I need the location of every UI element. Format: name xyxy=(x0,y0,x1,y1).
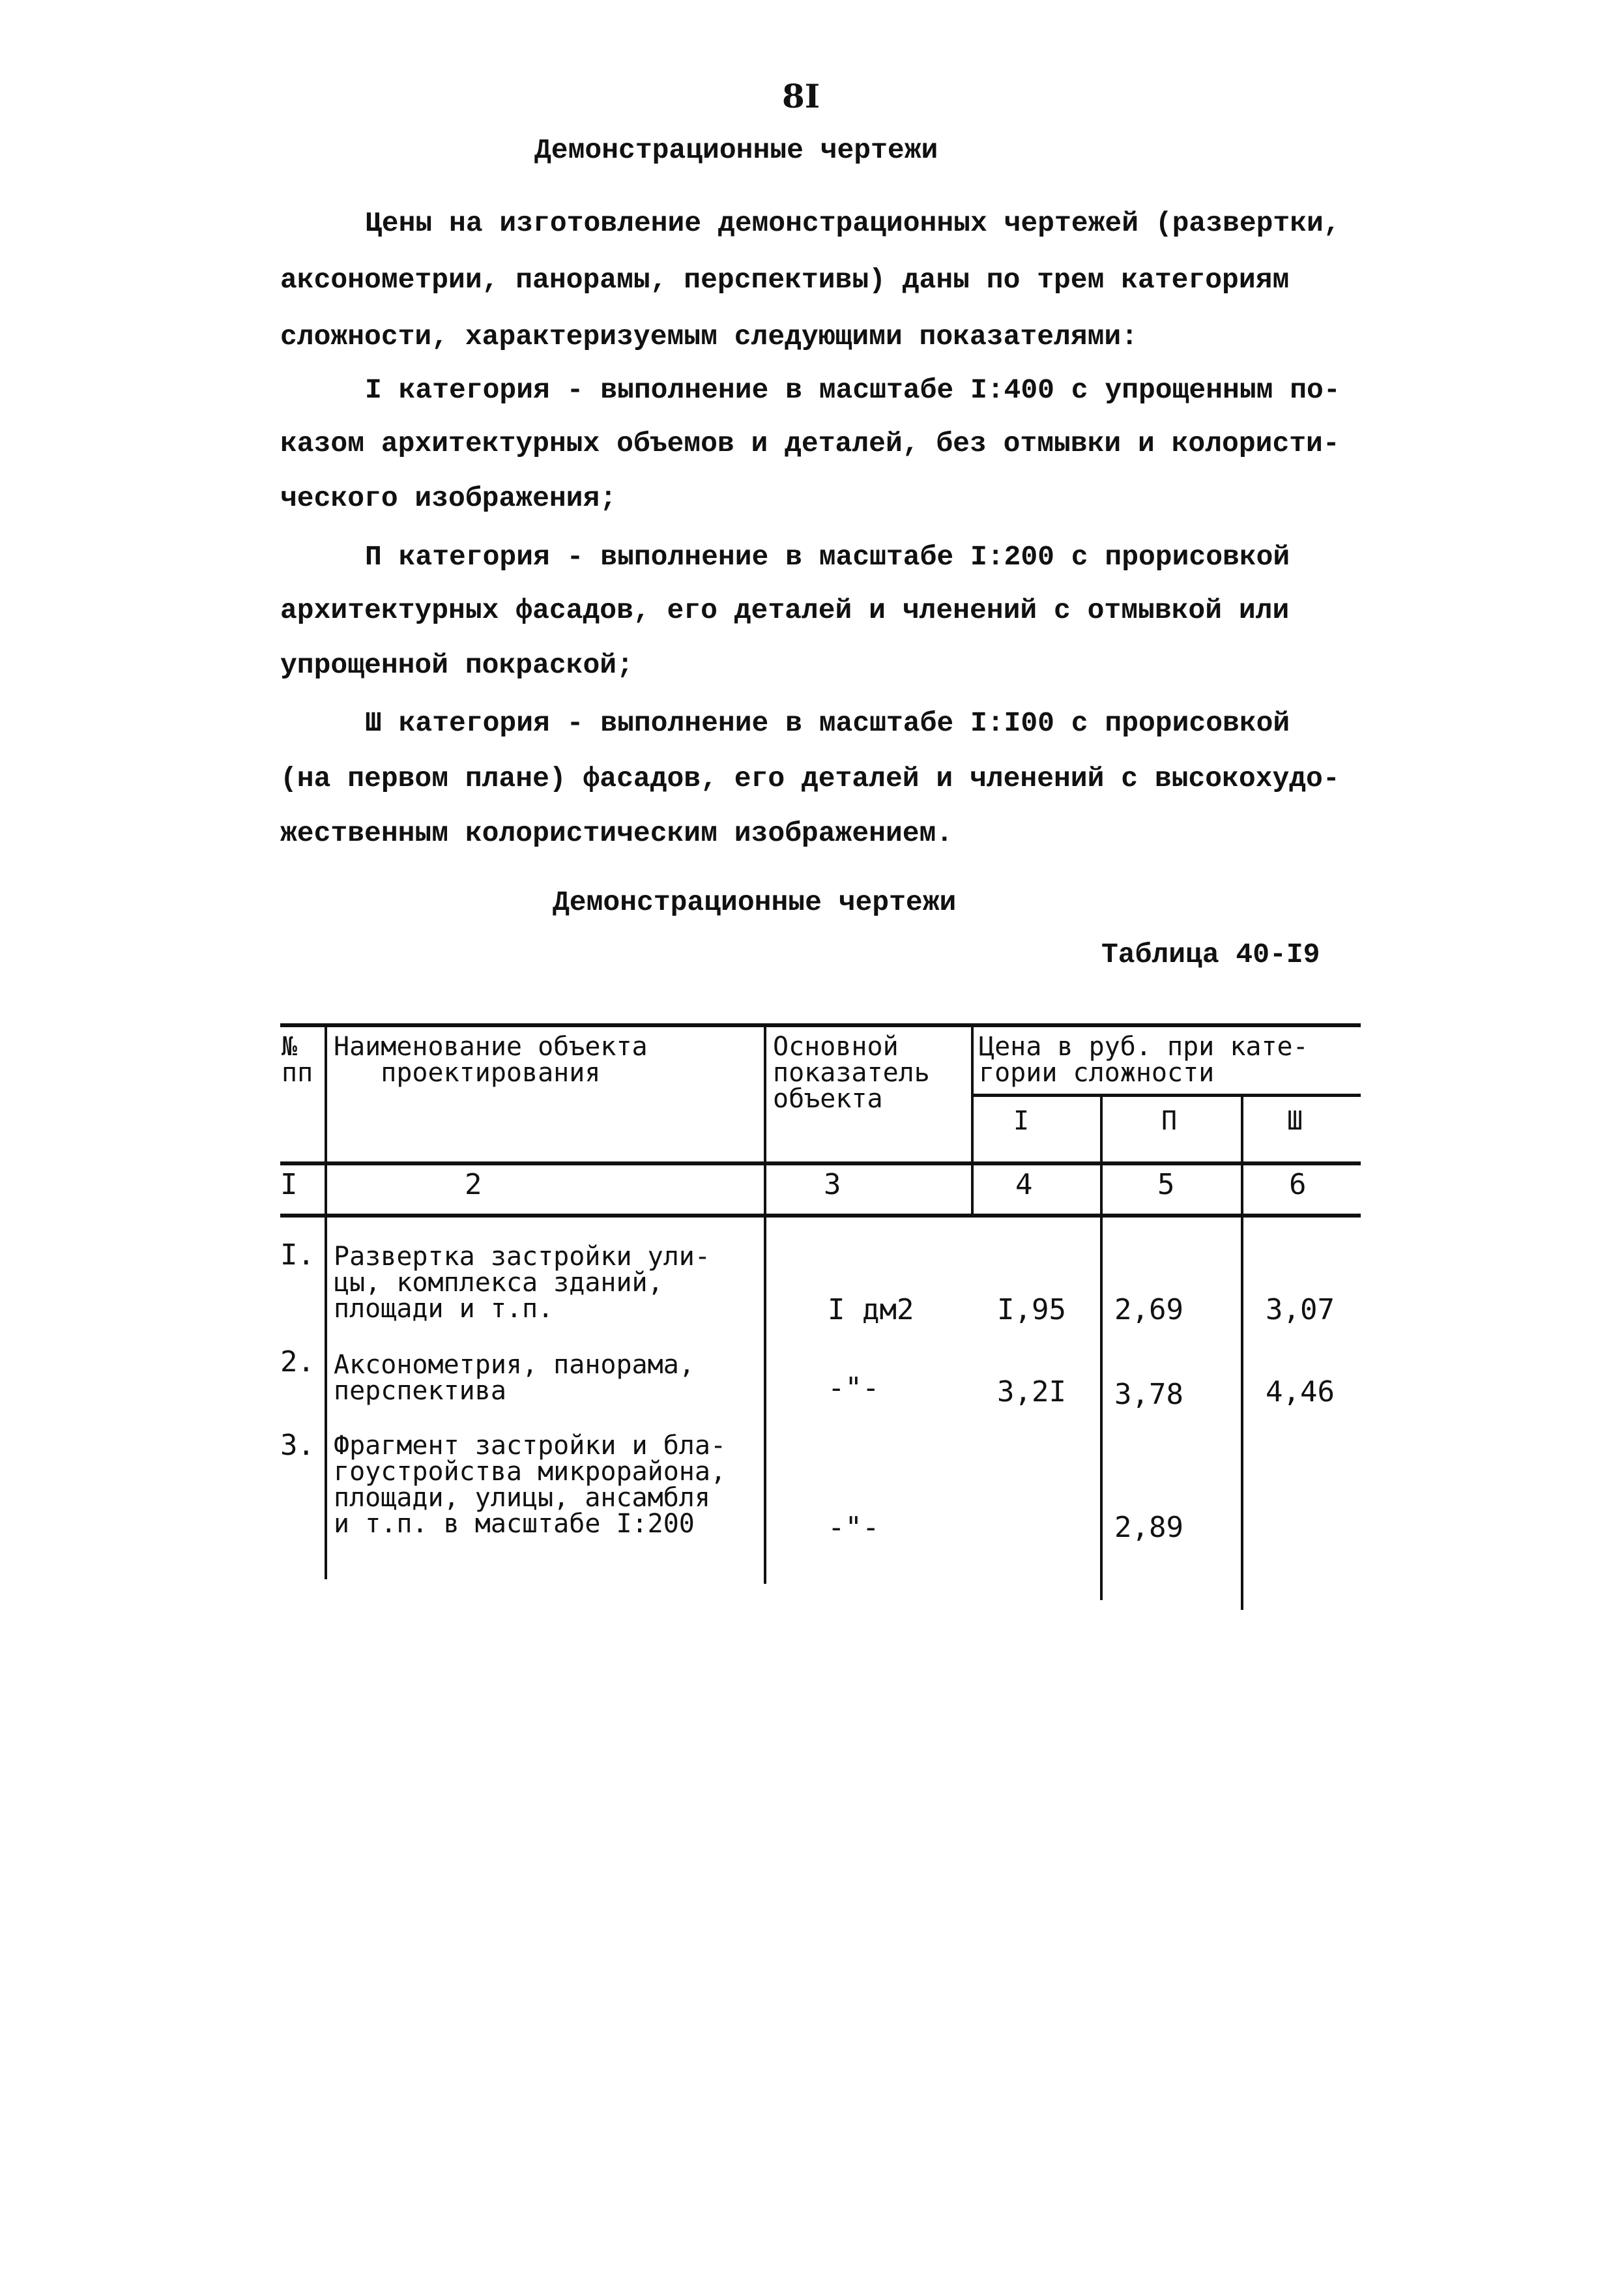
row-name: Фрагмент застройки и бла- гоустройства микрорайона, площади, улицы, ансамбля и т.п. в масштабе I:200 xyxy=(334,1431,727,1539)
category-2-line: П категория - выполнение в масштабе I:200 с прорисовкой xyxy=(365,541,1290,573)
category-1-line: I категория - выполнение в масштабе I:400 с упрощенным по- xyxy=(365,374,1341,406)
row-indicator: I дм2 xyxy=(828,1293,914,1326)
column-number: 4 xyxy=(1015,1168,1033,1201)
column-number: 5 xyxy=(1157,1168,1175,1201)
table-top-rule xyxy=(280,1023,1361,1027)
column-numbers-rule xyxy=(280,1214,1361,1218)
col-divider xyxy=(1241,1095,1243,1610)
header-category-3: Ш xyxy=(1287,1106,1303,1136)
column-number: I xyxy=(280,1168,298,1201)
col-divider xyxy=(325,1027,327,1579)
intro-line: сложности, характеризуемым следующими показателями: xyxy=(280,321,1138,353)
col-divider xyxy=(764,1027,766,1584)
row-indicator: -"- xyxy=(828,1371,880,1405)
row-indicator: -"- xyxy=(828,1511,880,1544)
category-2-line: упрощенной покраской; xyxy=(280,649,633,681)
column-number: 3 xyxy=(824,1168,841,1201)
col-divider xyxy=(971,1027,974,1216)
header-category-2: П xyxy=(1161,1106,1178,1136)
row-price-cat-2: 2,69 xyxy=(1114,1293,1183,1326)
header-number: № пп xyxy=(282,1032,313,1088)
header-bottom-rule xyxy=(280,1161,1361,1165)
category-3-line: (на первом плане) фасадов, его деталей и членений с высокохудо- xyxy=(280,763,1340,795)
page-number: 8I xyxy=(782,77,820,115)
category-1-line: казом архитектурных объемов и деталей, без отмывки и колористи- xyxy=(280,428,1340,460)
column-number: 6 xyxy=(1289,1168,1307,1201)
row-name: Аксонометрия, панорама, перспектива xyxy=(334,1350,695,1406)
row-name: Развертка застройки ули- цы, комплекса зданий, площади и т.п. xyxy=(334,1242,710,1324)
row-price-cat-2: 2,89 xyxy=(1114,1511,1183,1544)
row-price-cat-3: 3,07 xyxy=(1266,1293,1335,1326)
category-2-line: архитектурных фасадов, его деталей и членений с отмывкой или xyxy=(280,594,1290,626)
row-price-cat-1: 3,2I xyxy=(997,1375,1066,1408)
row-number: 3. xyxy=(280,1429,315,1462)
row-number: 2. xyxy=(280,1345,315,1379)
column-number: 2 xyxy=(465,1168,482,1201)
header-indicator: Основной показатель объекта xyxy=(773,1032,930,1114)
intro-line: Цены на изготовление демонстрационных чертежей (развертки, xyxy=(365,207,1341,239)
col-divider xyxy=(1100,1095,1103,1600)
table-title: Демонстрационные чертежи xyxy=(553,886,957,918)
category-3-line: Ш категория - выполнение в масштабе I:I00 с прорисовкой xyxy=(365,707,1290,739)
row-price-cat-3: 4,46 xyxy=(1266,1375,1335,1408)
category-3-line: жественным колористическим изображением. xyxy=(280,817,953,849)
category-1-line: ческого изображения; xyxy=(280,482,617,514)
price-subheader-rule xyxy=(971,1094,1361,1097)
page-title: Демонстрационные чертежи xyxy=(534,134,938,166)
header-category-1: I xyxy=(1013,1106,1030,1136)
row-number: I. xyxy=(280,1238,315,1272)
table-number: Таблица 40-I9 xyxy=(1101,939,1320,970)
header-name: Наименование объекта проектирования xyxy=(334,1032,648,1088)
row-price-cat-1: I,95 xyxy=(997,1293,1066,1326)
header-price: Цена в руб. при кате- гории сложности xyxy=(979,1032,1309,1088)
intro-line: аксонометрии, панорамы, перспективы) даны по трем категориям xyxy=(280,264,1290,296)
row-price-cat-2: 3,78 xyxy=(1114,1378,1183,1411)
